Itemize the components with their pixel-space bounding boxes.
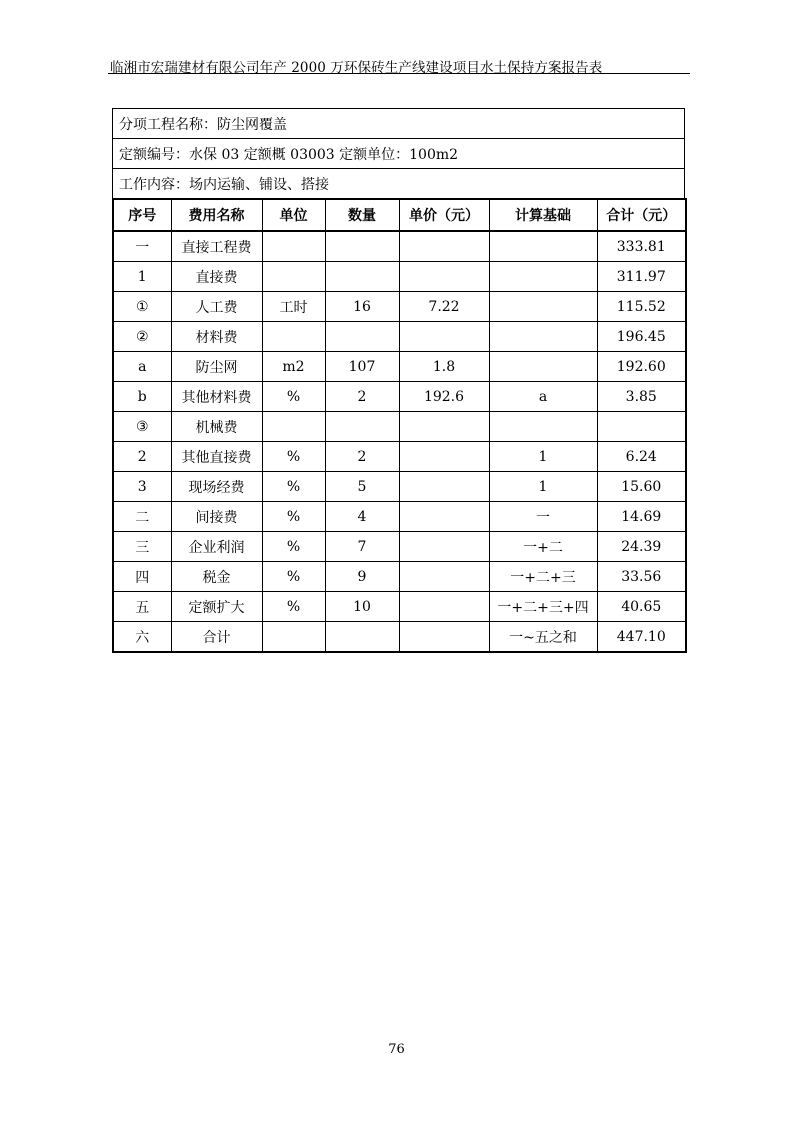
item-name-cell: 防尘网 xyxy=(171,352,262,382)
quantity-cell: 4 xyxy=(325,502,399,532)
table-row xyxy=(113,592,686,622)
column-header-item: 费用名称 xyxy=(171,199,262,231)
unit-price-cell xyxy=(399,262,489,292)
column-header-index: 序号 xyxy=(113,199,171,231)
unit-price-cell xyxy=(399,412,489,442)
quantity-cell xyxy=(325,322,399,352)
table-row xyxy=(113,502,686,532)
unit-price-cell: 7.22 xyxy=(399,292,489,322)
basis-cell: 一+二+三 xyxy=(489,562,597,592)
unit-cell: % xyxy=(262,472,325,502)
quantity-cell: 10 xyxy=(325,592,399,622)
row-index-cell: 2 xyxy=(113,442,171,472)
basis-cell: 一+二 xyxy=(489,532,597,562)
unit-cell xyxy=(262,322,325,352)
unit-price-cell: 192.6 xyxy=(399,382,489,412)
project-info-table xyxy=(112,108,685,199)
basis-cell xyxy=(489,322,597,352)
item-name-cell: 企业利润 xyxy=(171,532,262,562)
cost-table xyxy=(112,198,687,653)
basis-cell: 一~五之和 xyxy=(489,622,597,653)
table-row xyxy=(113,382,686,412)
column-header-basis: 计算基础 xyxy=(489,199,597,231)
basis-cell xyxy=(489,231,597,262)
item-name-cell: 其他直接费 xyxy=(171,442,262,472)
unit-price-cell xyxy=(399,442,489,472)
row-index-cell: 1 xyxy=(113,262,171,292)
total-cell: 192.60 xyxy=(597,352,686,382)
unit-price-cell xyxy=(399,622,489,653)
quota-cell: 定额编号：水保 03 定额概 03003 定额单位：100m2 xyxy=(113,139,685,169)
row-index-cell: 四 xyxy=(113,562,171,592)
item-name-cell: 间接费 xyxy=(171,502,262,532)
row-index-cell: ② xyxy=(113,322,171,352)
total-cell: 15.60 xyxy=(597,472,686,502)
quantity-cell xyxy=(325,262,399,292)
unit-cell xyxy=(262,262,325,292)
table-row xyxy=(113,412,686,442)
column-header-unit: 单位 xyxy=(262,199,325,231)
quantity-cell: 2 xyxy=(325,442,399,472)
unit-cell: % xyxy=(262,592,325,622)
unit-cell xyxy=(262,412,325,442)
basis-cell: 一+二+三+四 xyxy=(489,592,597,622)
quantity-cell xyxy=(325,622,399,653)
total-cell: 33.56 xyxy=(597,562,686,592)
header-divider xyxy=(108,73,690,74)
table-row xyxy=(113,472,686,502)
project-name-cell: 分项工程名称：防尘网覆盖 xyxy=(113,109,685,139)
row-index-cell: 一 xyxy=(113,231,171,262)
row-index-cell: 六 xyxy=(113,622,171,653)
info-row xyxy=(113,139,685,169)
unit-cell: % xyxy=(262,382,325,412)
info-row xyxy=(113,109,685,139)
unit-cell: 工时 xyxy=(262,292,325,322)
basis-cell: 一 xyxy=(489,502,597,532)
quantity-cell xyxy=(325,412,399,442)
column-header-quantity: 数量 xyxy=(325,199,399,231)
quantity-cell: 7 xyxy=(325,532,399,562)
row-index-cell: b xyxy=(113,382,171,412)
column-header-unit-price: 单价（元） xyxy=(399,199,489,231)
item-name-cell: 现场经费 xyxy=(171,472,262,502)
page-number: 76 xyxy=(388,1042,405,1057)
unit-price-cell xyxy=(399,502,489,532)
basis-cell xyxy=(489,352,597,382)
table-row xyxy=(113,322,686,352)
unit-cell xyxy=(262,622,325,653)
unit-price-cell xyxy=(399,562,489,592)
total-cell: 14.69 xyxy=(597,502,686,532)
unit-price-cell xyxy=(399,322,489,352)
row-index-cell: a xyxy=(113,352,171,382)
item-name-cell: 直接费 xyxy=(171,262,262,292)
quantity-cell xyxy=(325,231,399,262)
total-cell xyxy=(597,412,686,442)
unit-cell: % xyxy=(262,532,325,562)
cost-table-body xyxy=(113,231,686,652)
table-row xyxy=(113,292,686,322)
item-name-cell: 合计 xyxy=(171,622,262,653)
item-name-cell: 直接工程费 xyxy=(171,231,262,262)
quantity-cell: 9 xyxy=(325,562,399,592)
table-row xyxy=(113,231,686,262)
row-index-cell: 3 xyxy=(113,472,171,502)
item-name-cell: 人工费 xyxy=(171,292,262,322)
item-name-cell: 税金 xyxy=(171,562,262,592)
quantity-cell: 107 xyxy=(325,352,399,382)
item-name-cell: 定额扩大 xyxy=(171,592,262,622)
unit-price-cell xyxy=(399,472,489,502)
total-cell: 24.39 xyxy=(597,532,686,562)
unit-price-cell xyxy=(399,532,489,562)
table-row xyxy=(113,262,686,292)
quantity-cell: 16 xyxy=(325,292,399,322)
unit-cell: % xyxy=(262,442,325,472)
total-cell: 333.81 xyxy=(597,231,686,262)
table-row xyxy=(113,532,686,562)
basis-cell: 1 xyxy=(489,472,597,502)
total-cell: 40.65 xyxy=(597,592,686,622)
unit-cell xyxy=(262,231,325,262)
row-index-cell: ③ xyxy=(113,412,171,442)
basis-cell xyxy=(489,412,597,442)
item-name-cell: 其他材料费 xyxy=(171,382,262,412)
unit-cell: m2 xyxy=(262,352,325,382)
row-index-cell: 五 xyxy=(113,592,171,622)
total-cell: 311.97 xyxy=(597,262,686,292)
unit-cell: % xyxy=(262,502,325,532)
table-row xyxy=(113,622,686,653)
total-cell: 196.45 xyxy=(597,322,686,352)
table-row xyxy=(113,562,686,592)
total-cell: 115.52 xyxy=(597,292,686,322)
info-row xyxy=(113,169,685,199)
table-row xyxy=(113,442,686,472)
total-cell: 6.24 xyxy=(597,442,686,472)
unit-price-cell: 1.8 xyxy=(399,352,489,382)
basis-cell xyxy=(489,292,597,322)
column-header-total: 合计（元） xyxy=(597,199,686,231)
basis-cell: a xyxy=(489,382,597,412)
row-index-cell: ① xyxy=(113,292,171,322)
item-name-cell: 材料费 xyxy=(171,322,262,352)
basis-cell xyxy=(489,262,597,292)
total-cell: 447.10 xyxy=(597,622,686,653)
table-row xyxy=(113,352,686,382)
unit-price-cell xyxy=(399,592,489,622)
page-header-title: 临湘市宏瑞建材有限公司年产 2000 万环保砖生产线建设项目水土保持方案报告表 xyxy=(110,60,603,76)
total-cell: 3.85 xyxy=(597,382,686,412)
quantity-cell: 2 xyxy=(325,382,399,412)
basis-cell: 1 xyxy=(489,442,597,472)
quantity-cell: 5 xyxy=(325,472,399,502)
cost-table-header-row xyxy=(113,199,686,231)
unit-cell: % xyxy=(262,562,325,592)
row-index-cell: 三 xyxy=(113,532,171,562)
work-content-cell: 工作内容：场内运输、铺设、搭接 xyxy=(113,169,685,199)
item-name-cell: 机械费 xyxy=(171,412,262,442)
unit-price-cell xyxy=(399,231,489,262)
row-index-cell: 二 xyxy=(113,502,171,532)
